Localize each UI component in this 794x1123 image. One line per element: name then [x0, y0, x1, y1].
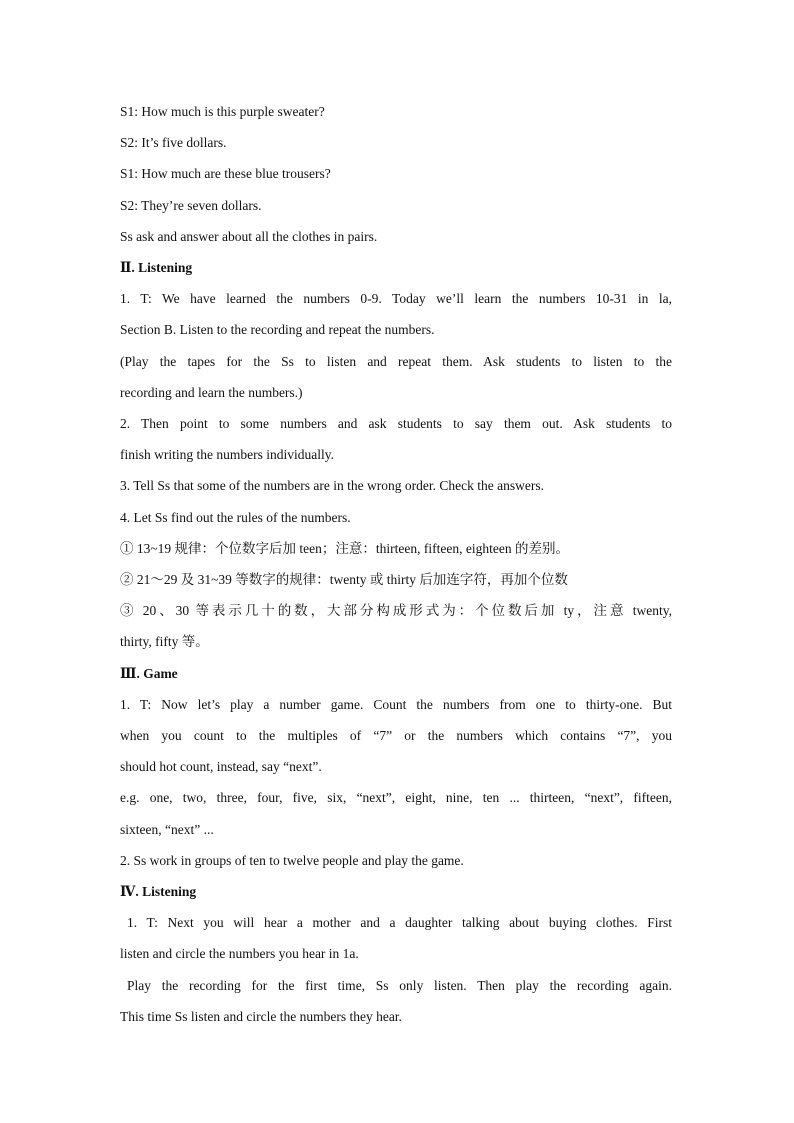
- text-line: ① 13~19 规律：个位数字后加 teen；注意：thirteen, fifteen, eighteen 的差别。: [120, 540, 569, 556]
- text-line: ② 21～29 及 31~39 等数字的规律：twenty 或 thirty 后加连字符，再加个位数: [120, 572, 568, 588]
- text-line: Section B. Listen to the recording and repeat the numbers.: [120, 322, 435, 338]
- text-line: sixteen, “next” ...: [120, 821, 214, 837]
- text-line: 4. Let Ss find out the rules of the numbers.: [120, 509, 351, 525]
- document-body: [120, 96, 672, 1032]
- text-line: listen and circle the numbers you hear in 1a.: [120, 946, 359, 962]
- text-line: (Play the tapes for the Ss to listen and repeat them. Ask students to listen to the: [120, 353, 672, 369]
- text-line: Ss ask and answer about all the clothes in pairs.: [120, 228, 378, 244]
- text-line: 2. Ss work in groups of ten to twelve people and play the game.: [120, 852, 464, 868]
- text-line: recording and learn the numbers.): [120, 384, 303, 400]
- text-line: when you count to the multiples of “7” or the numbers which contains “7”, you: [120, 728, 672, 744]
- text-line: 1. T: We have learned the numbers 0-9. Today we’ll learn the numbers 10-31 in la,: [120, 291, 672, 307]
- text-line: thirty, fifty 等。: [120, 634, 209, 650]
- text-line: This time Ss listen and circle the numbers they hear.: [120, 1008, 402, 1024]
- text-line: S2: It’s five dollars.: [120, 135, 227, 151]
- text-line: 2. Then point to some numbers and ask students to say them out. Ask students to: [120, 416, 672, 432]
- text-line: 1. T: Now let’s play a number game. Count the numbers from one to thirty-one. But: [120, 696, 672, 712]
- text-line: S1: How much is this purple sweater?: [120, 104, 325, 119]
- text-line: should hot count, instead, say “next”.: [120, 759, 322, 775]
- text-line: finish writing the numbers individually.: [120, 447, 334, 463]
- section-heading: Ⅳ. Listening: [120, 884, 197, 900]
- text-line: e.g. one, two, three, four, five, six, “next”, eight, nine, ten ... thirteen, “next”, fifteen,: [120, 790, 672, 806]
- text-line: ③ 20、30 等表示几十的数，大部分构成形式为：个位数后加 ty，注意 twenty,: [120, 603, 672, 619]
- section-heading: Ⅲ. Game: [120, 665, 178, 681]
- text-line: S1: How much are these blue trousers?: [120, 166, 331, 182]
- text-line: Play the recording for the first time, Ss only listen. Then play the recording again.: [127, 977, 672, 993]
- text-line: 3. Tell Ss that some of the numbers are in the wrong order. Check the answers.: [120, 478, 544, 494]
- section-heading: Ⅱ. Listening: [120, 260, 193, 276]
- text-line: S2: They’re seven dollars.: [120, 197, 262, 213]
- text-line: 1. T: Next you will hear a mother and a daughter talking about buying clothes. First: [127, 915, 672, 931]
